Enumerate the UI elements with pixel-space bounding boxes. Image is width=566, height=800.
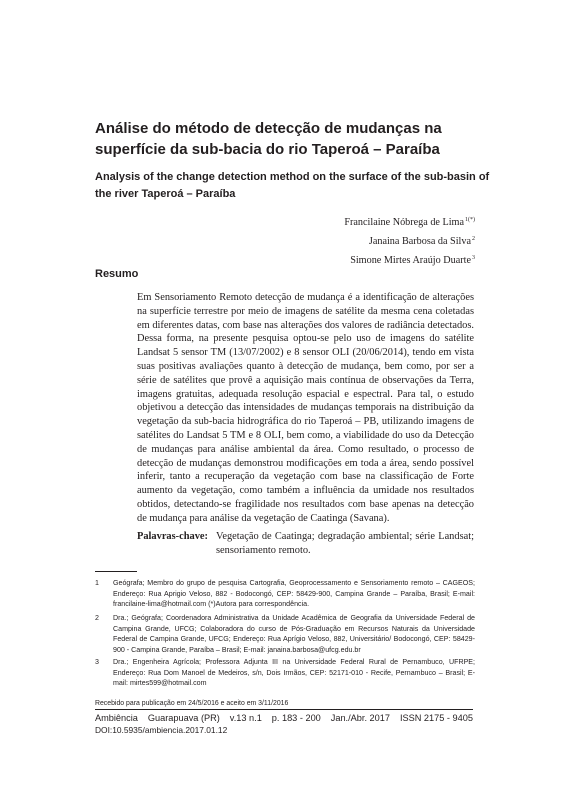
abstract-body: Em Sensoriamento Remoto detecção de mudança é a identificação de alterações na superfície terrestre por meio de imagens de satélite da mesma cena coletadas em diferentes datas, com base nas alterações dos valores de radiância detectados. Dessa forma, na presente pesquisa optou-se pelo uso de imagens do satélite Landsat 5 sensor TM (13/07/2002) e 8 sensor OLI (20/06/2014), tendo em vista suas positivas avaliações quanto à detecção de mudança, bem como, por ser a série de satélites que provê a aquisição mais contínua de observações da Terra, imagens gratuitas, adequada resolução espacial e espectral. Para tal, o estudo objetivou a detecção das intensidades de mudanças temporais na distribuição da vegetação da sub-bacia hidrográfica do rio Taperoá – PB, utilizando imagens de satélites do Landsat 5 TM e 8 OLI, bem como, a viabilidade do uso da Detecção de mudanças para análise ambiental da área. Como resultado, o processo de detecção de mudanças demonstrou modificações em toda a área, sendo possível inferir, tanto a recuperação da vegetação com base na classificação de Forte aumento da vegetação, como também a influência da umidade nos resultados obtidos, detectando-se fragilidade nos resultados com base apenas na detecção de mudança para análise da vegetação de Caatinga (Savana). xyxy=(137,292,474,524)
received-note: Recebido para publicação em 24/5/2016 e aceito em 3/11/2016 xyxy=(95,700,289,707)
citation-line xyxy=(95,713,473,723)
author-name: Simone Mirtes Araújo Duarte xyxy=(350,255,471,266)
article-title: Análise do método de detecção de mudanças na superfície da sub-bacia do rio Taperoá – Paraíba xyxy=(95,120,442,158)
footnote-text: Dra.; Geógrafa; Coordenadora Administrativa da Unidade Acadêmica de Geografia da Universidade Federal de Campina Grande, UFCG; Colaboradora do curso de Pós-Graduação em Recursos Naturais da Universidade Federal de Campina Grande, UFCG; Endereço: Rua Aprígio Veloso, 882, Universitário/ Bodocongó, CEP: 58429-900 - Campina Grande, Paraíba – Brasil; E-mail: janaina.barbosa@ufcg.edu.br xyxy=(113,614,475,654)
author-affiliation-mark: 2 xyxy=(472,236,475,242)
footnote xyxy=(95,657,475,689)
footnote xyxy=(95,613,475,655)
author-line xyxy=(344,250,475,269)
keywords xyxy=(137,530,474,558)
journal-date: Jan./Abr. 2017 xyxy=(330,713,390,723)
journal-issn: ISSN 2175 - 9405 xyxy=(399,713,473,723)
keywords-label: Palavras-chave: xyxy=(137,531,208,542)
journal-pages: p. 183 - 200 xyxy=(271,713,321,723)
page-footer xyxy=(95,709,473,735)
footnote-text: Dra.; Engenheira Agrícola; Professora Adjunta III na Universidade Federal Rural de Pernambuco, UFRPE; Endereço: Rua Dom Manoel de Medeiros, s/n, Dois Irmãos, CEP: 52171-010 - Recife, Pernambuco – Brasil; E-mail: mirtes599@hotmail.com xyxy=(113,658,475,688)
author-affiliation-mark: 3 xyxy=(472,255,475,261)
abstract-heading: Resumo xyxy=(95,268,139,280)
author-line xyxy=(344,212,475,231)
author-name: Francilaine Nóbrega de Lima xyxy=(344,217,464,228)
journal-place: Guarapuava (PR) xyxy=(147,713,220,723)
article-title-english: Analysis of the change detection method on the surface of the sub-basin of the river Taperoá – Paraíba xyxy=(95,171,490,200)
footnote-number: 3 xyxy=(95,658,99,666)
footnote-number: 2 xyxy=(95,614,99,622)
footnote xyxy=(95,578,475,610)
author-list xyxy=(344,212,475,269)
footnote-text: Geógrafa; Membro do grupo de pesquisa Cartografia, Geoprocessamento e Sensoriamento remoto – CAGEOS; Endereço: Rua Aprigio Veloso, 882 - Bodocongó, CEP: 58429-900, Campina Grande – Paraíba, Brasil; E-mail: francilaine-lima@hotmail.com (*)Autora para correspondência. xyxy=(113,579,475,609)
keywords-text: Vegetação de Caatinga; degradação ambiental; série Landsat; sensoriamento remoto. xyxy=(215,531,474,556)
doi: DOI:10.5935/ambiencia.2017.01.12 xyxy=(95,725,228,735)
journal-name: Ambiência xyxy=(95,713,138,723)
footnote-separator xyxy=(95,571,137,572)
author-line xyxy=(344,231,475,250)
footnote-number: 1 xyxy=(95,579,99,587)
author-affiliation-mark: 1(*) xyxy=(465,217,475,223)
journal-volume: v.13 n.1 xyxy=(229,713,262,723)
author-name: Janaina Barbosa da Silva xyxy=(368,236,471,247)
